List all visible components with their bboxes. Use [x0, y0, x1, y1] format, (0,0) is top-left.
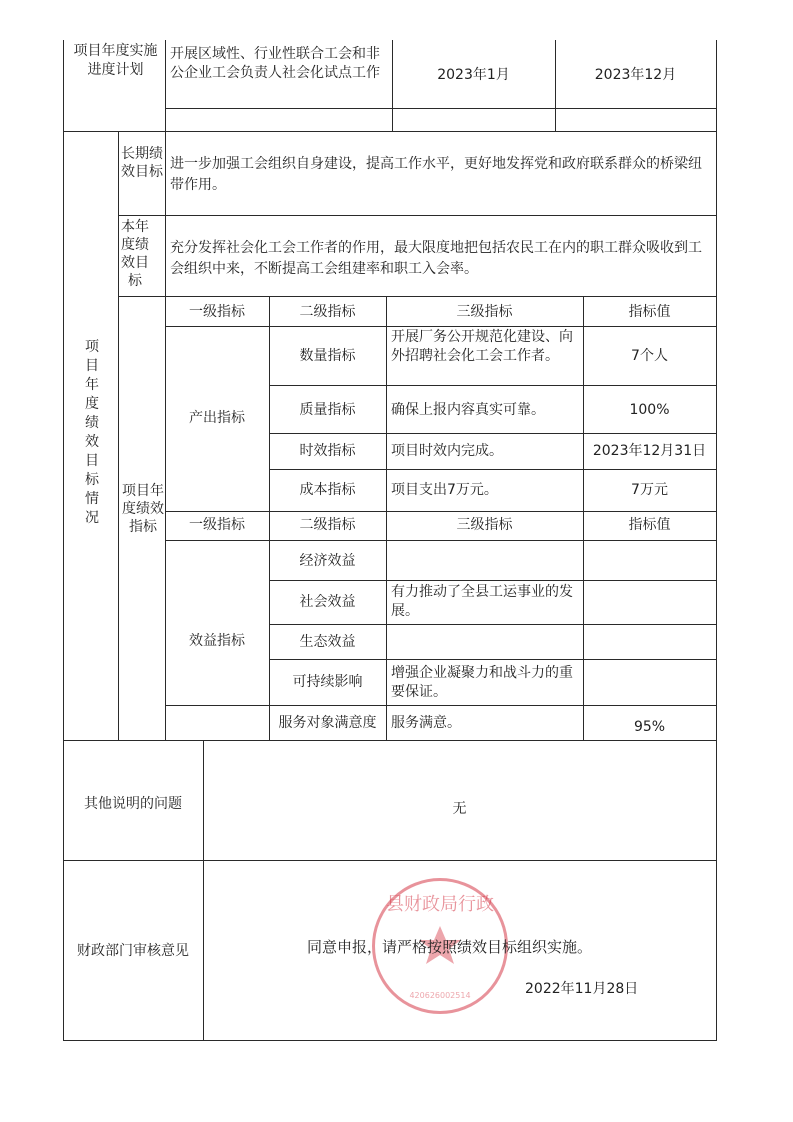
value-cell: 7个人 [631, 348, 668, 364]
plan-label: 项目年度实施进度计划 [73, 43, 158, 78]
level3-cell: 确保上报内容真实可靠。 [391, 402, 545, 418]
svg-text:420626002514: 420626002514 [409, 991, 471, 1000]
other-notes-value: 无 [452, 801, 467, 817]
level2-cell: 成本指标 [299, 482, 356, 498]
header-level1-repeat: 一级指标 [189, 517, 245, 533]
plan-start-date: 2023年1月 [437, 67, 510, 83]
level2-cell: 可持续影响 [292, 674, 363, 690]
level2-cell: 经济效益 [299, 553, 356, 569]
other-notes-label: 其他说明的问题 [84, 796, 182, 812]
indicators-label: 项目年度绩效指标 [122, 483, 164, 535]
long-term-target-label: 长期绩效目标 [121, 146, 163, 180]
level3-cell: 开展厂务公开规范化建设、向外招聘社会化工会工作者。 [391, 329, 573, 364]
annual-target-label: 本年度绩效目标 [121, 219, 149, 289]
value-cell: 100% [629, 402, 670, 418]
value-cell: 7万元 [631, 482, 668, 498]
header-level2: 二级指标 [299, 304, 356, 320]
header-level2-repeat: 二级指标 [299, 517, 356, 533]
annual-target-text: 充分发挥社会化工会工作者的作用，最大限度地把包括农民工在内的职工群众吸收到工会组织中来，不断提高工会组建率和职工入会率。 [170, 240, 702, 277]
level2-cell: 质量指标 [299, 402, 356, 418]
level3-cell: 项目支出7万元。 [391, 482, 498, 498]
header-value-repeat: 指标值 [628, 517, 671, 533]
level3-cell: 项目时效内完成。 [391, 443, 503, 459]
benefit-indicator-label: 效益指标 [189, 633, 245, 649]
level2-cell: 生态效益 [299, 634, 356, 650]
level2-cell: 时效指标 [299, 443, 356, 459]
level3-cell: 增强企业凝聚力和战斗力的重要保证。 [391, 665, 573, 700]
plan-end-date: 2023年12月 [594, 67, 677, 83]
svg-text:县财政局行政: 县财政局行政 [386, 894, 494, 915]
targets-section-label: 项目年度绩效目标情况 [85, 339, 99, 526]
header-value: 指标值 [628, 304, 671, 320]
value-cell: 2023年12月31日 [592, 443, 707, 459]
review-opinion: 同意申报，请严格按照绩效目标组织实施。 [307, 938, 593, 956]
long-term-target-text: 进一步加强工会组织自身建设，提高工作水平，更好地发挥党和政府联系群众的桥梁纽带作用。 [170, 156, 702, 193]
level3-cell: 有力推动了全县工运事业的发展。 [391, 584, 573, 619]
header-level3-repeat: 三级指标 [456, 517, 513, 533]
level2-cell: 社会效益 [299, 594, 356, 610]
value-cell: 95% [633, 719, 666, 735]
plan-task: 开展区域性、行业性联合工会和非公企业工会负责人社会化试点工作 [170, 46, 380, 81]
level2-cell: 数量指标 [299, 348, 356, 364]
output-indicator-label: 产出指标 [189, 410, 245, 426]
review-date: 2022年11月28日 [525, 981, 639, 997]
header-level3: 三级指标 [456, 304, 513, 320]
review-label: 财政部门审核意见 [77, 943, 189, 959]
level2-cell: 服务对象满意度 [278, 715, 377, 731]
header-level1: 一级指标 [189, 304, 245, 320]
level3-cell: 服务满意。 [391, 715, 461, 731]
